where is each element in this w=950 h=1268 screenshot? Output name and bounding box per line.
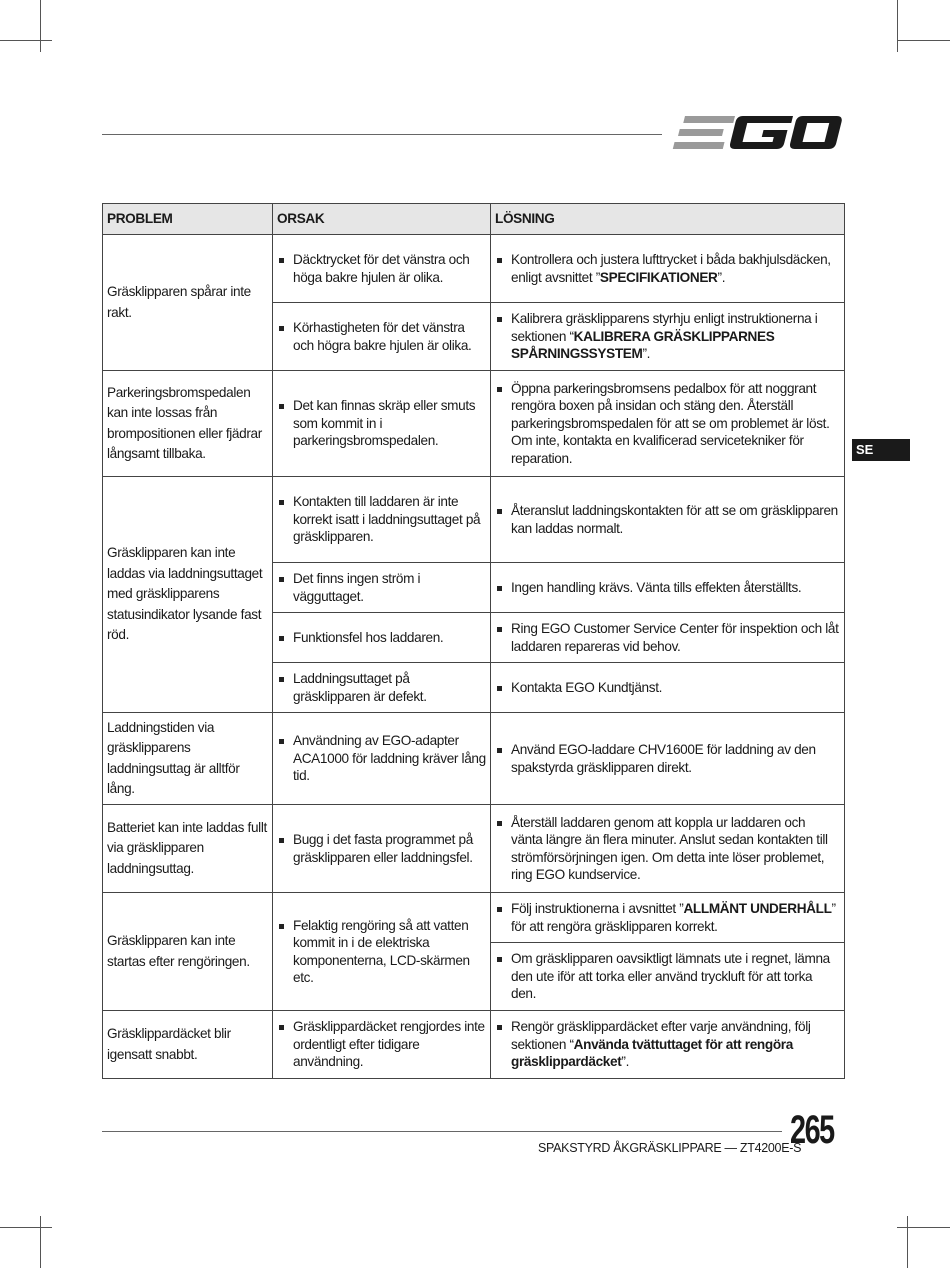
problem-cell: Parkeringsbromspedalen kan inte lossas från brompositionen eller fjädrar långsamt tillbaka.: [103, 371, 273, 477]
solution-text: Återanslut laddningskontakten för att se om gräsklipparen kan laddas normalt.: [495, 502, 840, 537]
solution-text: Ingen handling krävs. Vänta tills effekten återställts.: [495, 579, 840, 597]
solution-text: Använd EGO-laddare CHV1600E för laddning av den spakstyrda gräsklipparen direkt.: [495, 741, 840, 776]
solution-cell: [491, 1011, 845, 1079]
table-header-row: [103, 204, 845, 235]
cause-text: Bugg i det fasta programmet på gräsklipparen eller laddningsfel.: [277, 831, 486, 866]
cause-cell: [273, 805, 491, 893]
crop-mark: [0, 1227, 52, 1228]
cause-text: Det finns ingen ström i vägguttaget.: [277, 570, 486, 605]
table-row: [103, 713, 845, 805]
page-number: 265: [790, 1108, 834, 1152]
column-header-problem: PROBLEM: [103, 204, 273, 235]
cause-cell: [273, 663, 491, 713]
column-header-cause: ORSAK: [273, 204, 491, 235]
table-row: [103, 235, 845, 303]
ego-logo: [672, 112, 844, 154]
solution-cell: [491, 613, 845, 663]
problem-cell: Gräsklipparen spårar inte rakt.: [103, 235, 273, 371]
language-tab-se: SE: [852, 439, 910, 461]
crop-mark: [40, 0, 41, 52]
cause-text: Kontakten till laddaren är inte korrekt isatt i laddningsuttaget på gräsklipparen.: [277, 493, 486, 546]
solution-text: Rengör gräsklippardäcket efter varje användning, följ sektionen “Använda tvättuttaget för att rengöra gräsklippardäcket”.: [495, 1018, 840, 1071]
problem-cell: Gräsklipparen kan inte startas efter rengöringen.: [103, 893, 273, 1011]
cause-text: Laddningsuttaget på gräsklipparen är defekt.: [277, 670, 486, 705]
cause-cell: [273, 303, 491, 371]
cause-text: Däcktrycket för det vänstra och höga bakre hjulen är olika.: [277, 251, 486, 286]
solution-cell: [491, 477, 845, 563]
cause-text: Användning av EGO-adapter ACA1000 för laddning kräver lång tid.: [277, 732, 486, 785]
cause-cell: [273, 613, 491, 663]
solution-cell: [491, 805, 845, 893]
cause-cell: [273, 1011, 491, 1079]
manual-title: SPAKSTYRD ÅKGRÄSKLIPPARE — ZT4200E-S: [538, 1141, 802, 1155]
solution-cell: [491, 371, 845, 477]
problem-cell: Gräsklippardäcket blir igensatt snabbt.: [103, 1011, 273, 1079]
cause-text: Funktionsfel hos laddaren.: [277, 629, 486, 647]
crop-mark: [0, 40, 52, 41]
cause-cell: [273, 713, 491, 805]
solution-text: Kontrollera och justera lufttrycket i båda bakhjulsdäcken, enligt avsnittet ”SPECIFIKATIONER”.: [495, 251, 840, 286]
problem-cell: Batteriet kan inte laddas fullt via gräsklipparen laddningsuttag.: [103, 805, 273, 893]
header-rule: [102, 134, 662, 135]
solution-text: Återställ laddaren genom att koppla ur laddaren och vänta längre än flera minuter. Anslut sedan kontakten till strömförsörjningen igen. Om detta inte löser problemet, ring EGO kundservice.: [495, 814, 840, 884]
solution-cell: [491, 563, 845, 613]
cause-text: Felaktig rengöring så att vatten kommit in i de elektriska komponenterna, LCD-skärmen etc.: [277, 917, 486, 987]
problem-cell: Laddningstiden via gräsklipparens laddningsuttag är alltför lång.: [103, 713, 273, 805]
solution-text: Ring EGO Customer Service Center för inspektion och låt laddaren repareras vid behov.: [495, 620, 840, 655]
solution-cell: [491, 893, 845, 943]
crop-mark: [907, 1216, 908, 1268]
solution-cell: [491, 235, 845, 303]
solution-cell: [491, 663, 845, 713]
solution-text: Kalibrera gräsklipparens styrhju enligt instruktionerna i sektionen “KALIBRERA GRÄSKLIPPARNES SPÅRNINGSSYSTEM”.: [495, 310, 840, 363]
cause-cell: [273, 563, 491, 613]
solution-text: Öppna parkeringsbromsens pedalbox för att noggrant rengöra boxen på insidan och stäng den. Återställ parkeringsbromspedalen för att se om problemet är löst. Om inte, kontakta en kvalificerad servicetekniker för reparation.: [495, 380, 840, 468]
solution-text: Följ instruktionerna i avsnittet ”ALLMÄNT UNDERHÅLL” för att rengöra gräsklipparen korrekt.: [495, 900, 840, 935]
solution-cell: [491, 303, 845, 371]
problem-cell: Gräsklipparen kan inte laddas via laddningsuttaget med gräsklipparens statusindikator lysande fast röd.: [103, 477, 273, 713]
footer-rule: [102, 1131, 782, 1132]
cause-text: Körhastigheten för det vänstra och högra bakre hjulen är olika.: [277, 319, 486, 354]
table-row: [103, 805, 845, 893]
crop-mark: [897, 40, 950, 41]
solution-text: Kontakta EGO Kundtjänst.: [495, 679, 840, 697]
crop-mark: [897, 0, 898, 52]
column-header-solution: LÖSNING: [491, 204, 845, 235]
cause-text: Gräsklippardäcket rengjordes inte ordentligt efter tidigare användning.: [277, 1018, 486, 1071]
cause-cell: [273, 371, 491, 477]
cause-cell: [273, 235, 491, 303]
cause-text: Det kan finnas skräp eller smuts som kommit in i parkeringsbromspedalen.: [277, 397, 486, 450]
crop-mark: [897, 1227, 950, 1228]
crop-mark: [40, 1216, 41, 1268]
table-row: [103, 893, 845, 943]
cause-cell: [273, 477, 491, 563]
table-row: [103, 477, 845, 563]
table-row: [103, 1011, 845, 1079]
table-row: [103, 371, 845, 477]
troubleshooting-table: [102, 203, 845, 1079]
cause-cell: [273, 893, 491, 1011]
solution-text: Om gräsklipparen oavsiktligt lämnats ute i regnet, lämna den ute iför att torka eller använd tryckluft för att torka den.: [495, 950, 840, 1003]
solution-cell: [491, 713, 845, 805]
solution-cell: [491, 943, 845, 1011]
